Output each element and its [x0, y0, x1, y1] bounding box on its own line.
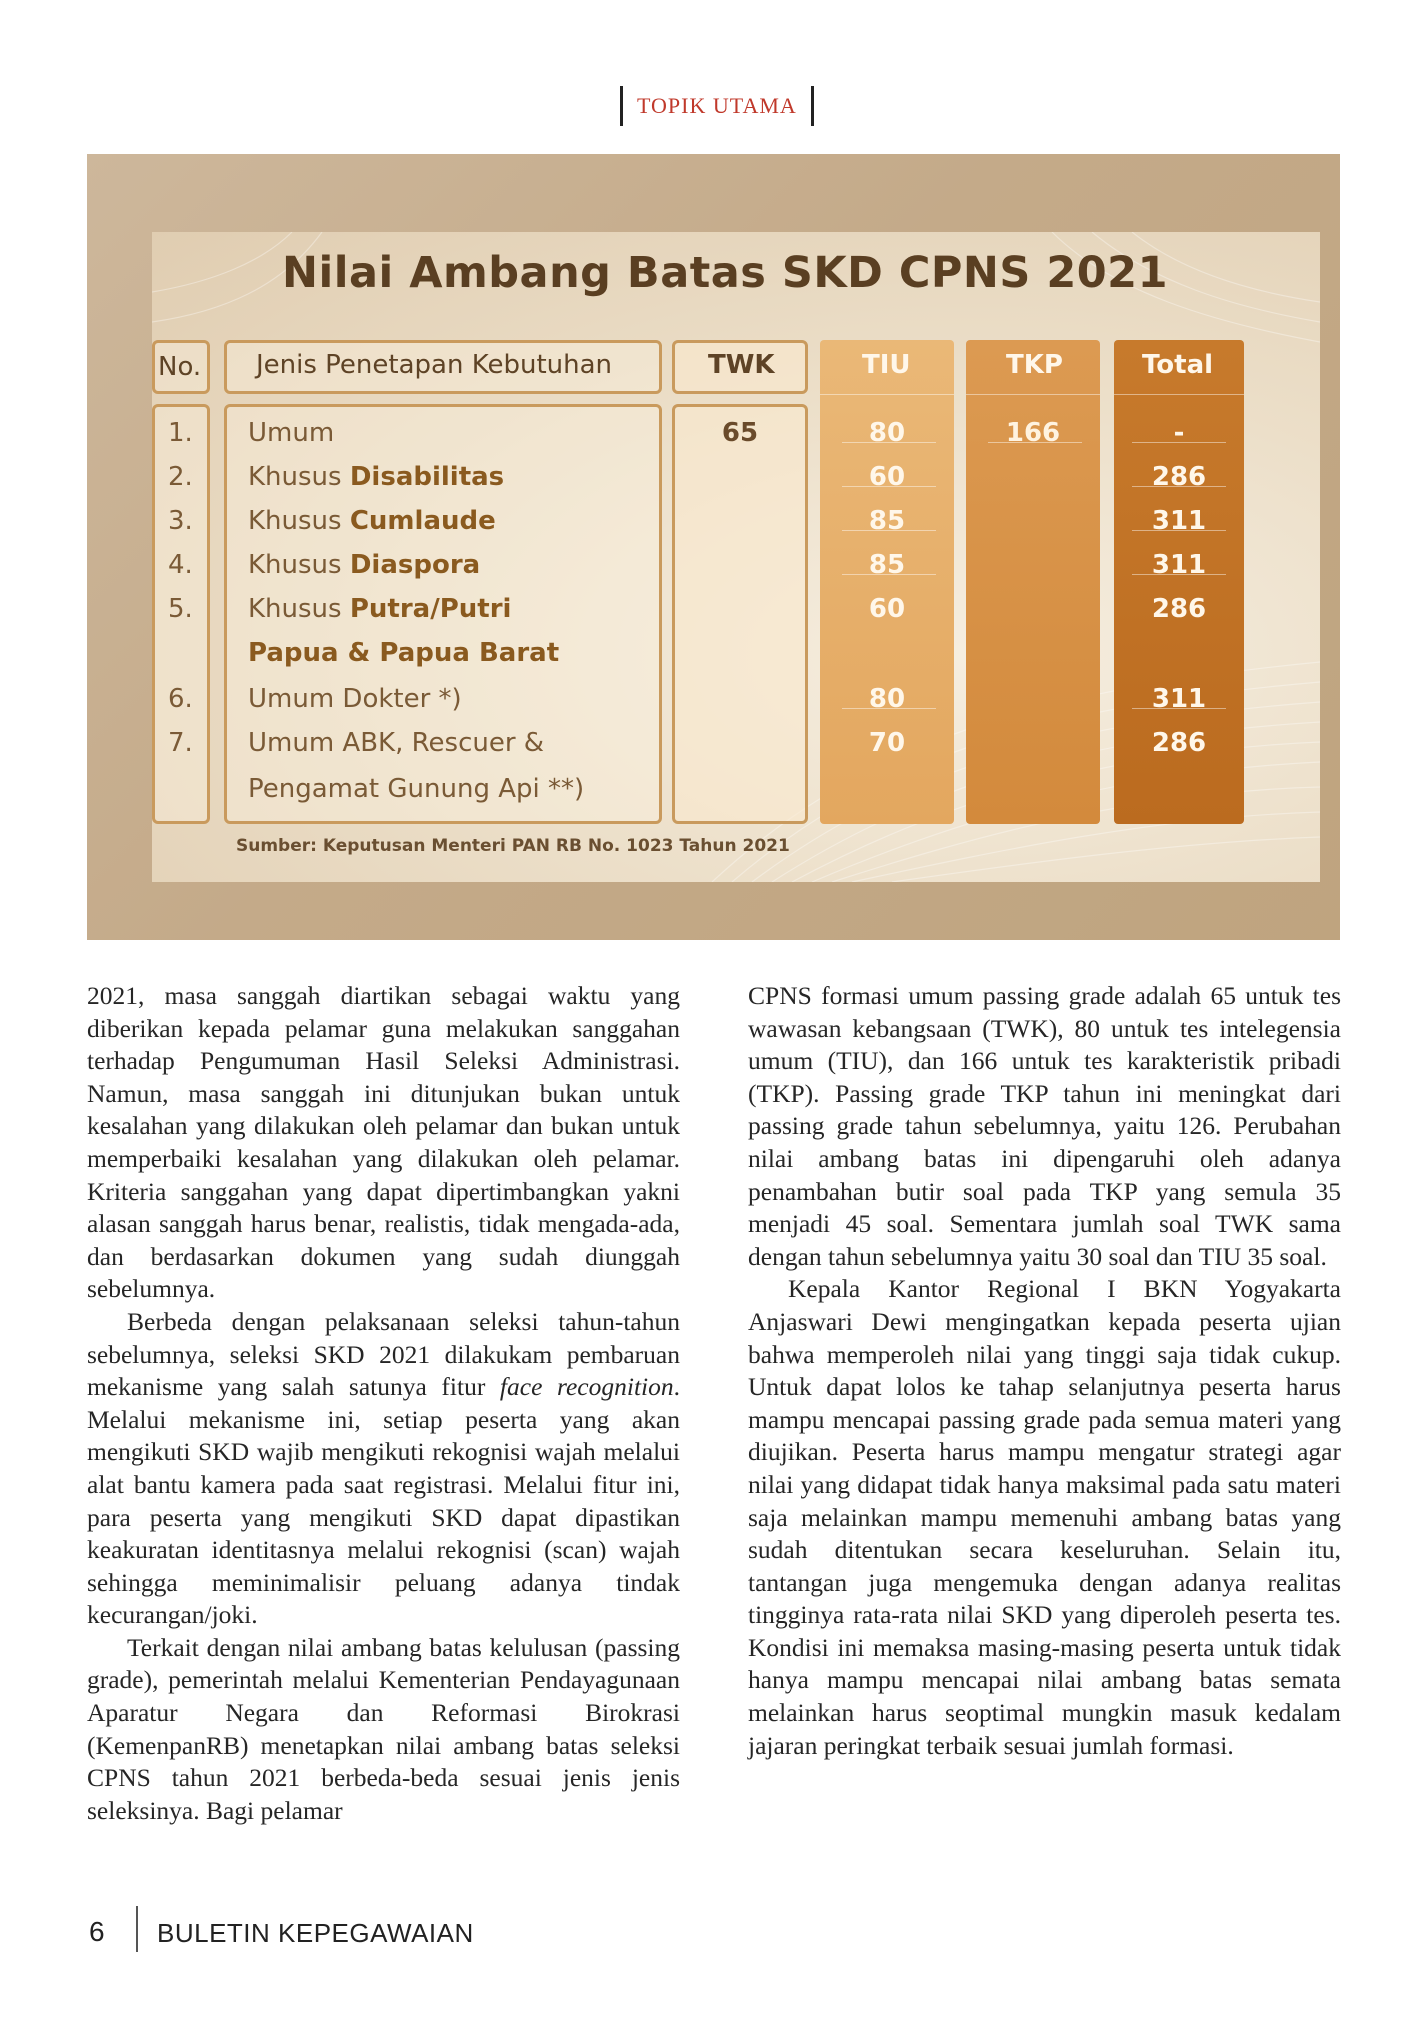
row-jenis	[248, 594, 511, 624]
row-jenis-plain: Umum Dokter *)	[248, 684, 462, 714]
row-number: 7.	[168, 728, 193, 758]
row-tiu-value: 60	[868, 594, 906, 624]
header-total: Total	[1142, 350, 1214, 380]
row-jenis	[248, 462, 504, 492]
article-paragraph: CPNS formasi umum passing grade adalah 65 untuk tes wawasan kebangsaan (TWK), 80 untuk tes intelegensia umum (TIU), dan 166 untuk tes karakteristik pribadi (TKP). Passing grade TKP tahun ini meningkat dari passing grade tahun sebelumnya, yaitu 126. Perubahan nilai ambang batas ini dipengaruhi oleh adanya penambahan butir soal pada TKP yang semula 35 menjadi 45 soal. Sementara jumlah soal TWK sama dengan tahun sebelumnya yaitu 30 soal dan TIU 35 soal.	[748, 981, 1341, 1271]
article-right-column	[748, 980, 1341, 1762]
row-tkp-value: 166	[1005, 418, 1061, 448]
row-jenis-plain: Khusus	[248, 550, 350, 580]
row-jenis	[248, 728, 544, 758]
tkp-header-divider	[966, 394, 1100, 395]
row-jenis-plain: Umum	[248, 418, 335, 448]
section-label	[620, 86, 814, 126]
row-total-value: 286	[1151, 462, 1207, 492]
row-number: 5.	[168, 594, 193, 624]
row-number: 3.	[168, 506, 193, 536]
page-number: 6	[89, 1916, 105, 1947]
header-jenis: Jenis Penetapan Kebutuhan	[256, 350, 613, 380]
footer-divider	[136, 1906, 138, 1952]
row-jenis-bold: Papua & Papua Barat	[248, 638, 560, 668]
table-panel	[152, 232, 1320, 882]
row-tiu-value: 85	[868, 550, 906, 580]
row-jenis-plain: Khusus	[248, 594, 350, 624]
tkp-column	[966, 340, 1100, 824]
row-tiu-value: 60	[868, 462, 906, 492]
row-jenis-bold: Cumlaude	[349, 506, 496, 536]
row-number: 1.	[168, 418, 193, 448]
row-jenis-plain: Umum ABK, Rescuer &	[248, 728, 545, 758]
row-number: 2.	[168, 462, 193, 492]
row-total-value: -	[1173, 418, 1185, 448]
total-header-divider	[1114, 394, 1244, 395]
row-tiu-value: 85	[868, 506, 906, 536]
article-paragraph: Kepala Kantor Regional I BKN Yogyakarta Anjaswari Dewi mengingatkan kepada peserta ujian bahwa memperoleh nilai yang tinggi saja tidak cukup. Untuk dapat lolos ke tahap selanjutnya peserta harus mampu mencapai passing grade pada semua materi yang diujikan. Peserta harus mampu mengatur strategi agar nilai yang didapat tidak hanya maksimal pada satu materi saja melainkan mampu memenuhi ambang batas yang sudah ditentukan secara keseluruhan. Selain itu, tantangan juga mengemuka dengan adanya realitas tingginya rata-rata nilai SKD yang diperoleh peserta tes. Kondisi ini memaksa masing-masing peserta untuk tidak hanya mampu mencapai nilai ambang batas semata melainkan harus seoptimal mungkin masuk kedalam jajaran peringkat terbaik sesuai jumlah formasi.	[748, 1274, 1341, 1760]
article-italic-term: face recognition	[499, 1372, 674, 1402]
row-number: 6.	[168, 684, 193, 714]
header-tkp: TKP	[1006, 350, 1063, 380]
row-jenis-plain: Khusus	[248, 462, 350, 492]
row-jenis	[248, 506, 496, 536]
row-twk-value: 65	[721, 418, 759, 448]
row-jenis-continuation	[248, 638, 559, 668]
row-tiu-value: 80	[868, 418, 906, 448]
row-total-value: 311	[1151, 506, 1207, 536]
row-total-value: 311	[1151, 550, 1207, 580]
article-paragraph: Terkait dengan nilai ambang batas kelulusan (passing grade), pemerintah melalui Kementerian Pendayagunaan Aparatur Negara dan Reformasi Birokrasi (KemenpanRB) menetapkan nilai ambang batas seleksi CPNS tahun 2021 berbeda-beda sesuai jenis jenis seleksinya. Bagi pelamar	[87, 1632, 680, 1825]
row-total-value: 286	[1151, 594, 1207, 624]
table-title: Nilai Ambang Batas SKD CPNS 2021	[282, 248, 1168, 298]
row-number: 4.	[168, 550, 193, 580]
section-label-text: TOPIK UTAMA	[637, 93, 797, 118]
table-source: Sumber: Keputusan Menteri PAN RB No. 1023 Tahun 2021	[236, 836, 790, 856]
row-jenis	[248, 550, 480, 580]
article-text: Berbeda dengan pelaksanaan seleksi tahun-tahun sebelumnya, seleksi SKD 2021 dilakukam pembaruan mekanisme yang salah satunya fitur	[87, 1306, 680, 1402]
row-jenis-plain: Pengamat Gunung Api **)	[248, 774, 585, 804]
row-total-value: 286	[1151, 728, 1207, 758]
row-total-value: 311	[1151, 684, 1207, 714]
article-paragraph	[87, 1306, 680, 1632]
row-jenis-bold: Diaspora	[349, 550, 481, 580]
row-jenis-continuation	[248, 774, 584, 804]
header-no: No.	[158, 352, 202, 382]
body-twk-box	[672, 404, 808, 824]
article-text: . Melalui mekanisme ini, setiap peserta yang akan mengikuti SKD wajib mengikuti rekognisi wajah melalui alat bantu kamera pada saat registrasi. Melalui fitur ini, para peserta yang mengikuti SKD dapat dipastikan keakuratan identitasnya melalui rekognisi (scan) wajah sehingga meminimalisir peluang adanya tindak kecurangan/joki.	[87, 1372, 680, 1630]
row-jenis-plain: Khusus	[248, 506, 350, 536]
row-jenis-bold: Putra/Putri	[349, 594, 512, 624]
header-tiu: TIU	[862, 350, 911, 380]
row-jenis-bold: Disabilitas	[349, 462, 505, 492]
publication-name: BULETIN KEPEGAWAIAN	[157, 1918, 474, 1948]
article-paragraph: 2021, masa sanggah diartikan sebagai waktu yang diberikan kepada pelamar guna melakukan sanggahan terhadap Pengumuman Hasil Seleksi Administrasi. Namun, masa sanggah ini ditunjukan bukan untuk kesalahan yang dilakukan oleh pelamar dan bukan untuk memperbaiki kesalahan yang dilakukan oleh pelamar. Kriteria sanggahan yang dapat dipertimbangkan yakni alasan sanggah harus benar, realistis, tidak mengada-ada, dan berdasarkan dokumen yang sudah diunggah sebelumnya.	[87, 981, 680, 1304]
row-tiu-value: 70	[868, 728, 906, 758]
header-twk: TWK	[708, 350, 775, 380]
row-jenis	[248, 684, 462, 714]
row-jenis	[248, 418, 334, 448]
row-tiu-value: 80	[868, 684, 906, 714]
tiu-header-divider	[820, 394, 954, 395]
article-left-column	[87, 980, 680, 1827]
